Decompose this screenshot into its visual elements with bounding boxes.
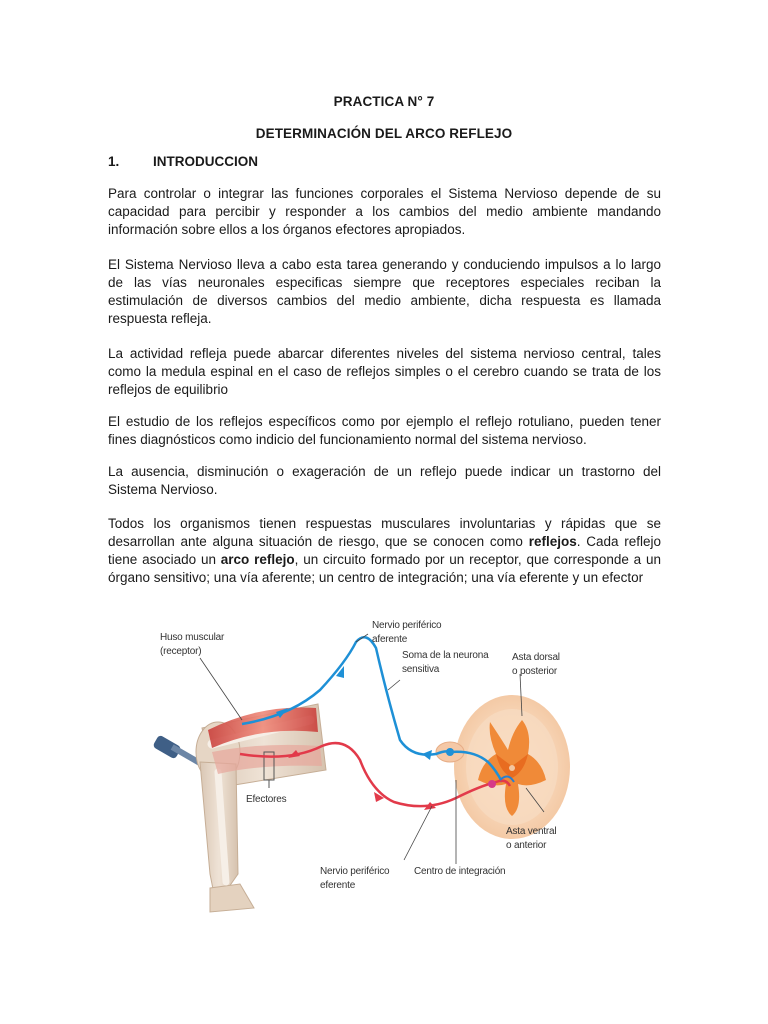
reflex-arc-illustration — [150, 612, 580, 922]
section-heading — [108, 154, 258, 169]
practice-title: PRACTICA N° 7 — [333, 94, 435, 109]
label-huso-muscular: Huso muscular — [160, 632, 225, 643]
label-asta-ventral-1: Asta ventral — [506, 826, 557, 837]
label-receptor: (receptor) — [160, 646, 202, 657]
label-efectores: Efectores — [246, 794, 287, 805]
section-number: 1. — [108, 154, 120, 169]
reflex-arc-figure — [150, 612, 580, 922]
label-asta-dorsal-2: o posterior — [512, 666, 558, 677]
label-nervio-eferente-1: Nervio periférico — [320, 866, 390, 877]
section-title: INTRODUCCION — [153, 154, 258, 169]
label-nervio-eferente-2: eferente — [320, 880, 356, 891]
label-asta-ventral-2: o anterior — [506, 840, 547, 851]
label-centro-integracion: Centro de integración — [414, 866, 506, 877]
paragraph-6-part1: Todos los organismos tienen respuestas musculares involuntarias y rápidas que se desarrollan ante alguna situación de riesgo, que se conocen como — [108, 516, 661, 549]
paragraph-5: La ausencia, disminución o exageración de un reflejo puede indicar un trastorno del Sistema Nervioso. — [108, 464, 661, 497]
label-soma-2: sensitiva — [402, 664, 440, 675]
practice-subtitle: DETERMINACIÓN DEL ARCO REFLEJO — [255, 126, 513, 141]
reflex-hammer — [152, 734, 201, 765]
label-nervio-aferente-1: Nervio periférico — [372, 620, 442, 631]
paragraph-4: El estudio de los reflejos específicos como por ejemplo el reflejo rotuliano, pueden tener fines diagnósticos como indicio del funcionamiento normal del sistema nervioso. — [108, 414, 661, 447]
term-reflejos: reflejos — [528, 534, 577, 549]
paragraph-3: La actividad refleja puede abarcar diferentes niveles del sistema nervioso central, tales como la medula espinal en el caso de reflejos simples o el cerebro cuando se trata de los reflejos de equilibrio — [108, 346, 661, 397]
label-asta-dorsal-1: Asta dorsal — [512, 652, 560, 663]
paragraph-6-part3: , un circuito formado por un receptor, que corresponde a un órgano sensitivo; una vía aferente; un centro de integración; una vía eferente y un efector — [108, 552, 662, 585]
term-arco-reflejo: arco reflejo — [220, 552, 295, 567]
label-soma-1: Soma de la neurona — [402, 650, 489, 661]
paragraph-6 — [108, 515, 661, 587]
paragraph-6-part2: . Cada reflejo tiene asociado un — [108, 534, 661, 567]
paragraph-2: El Sistema Nervioso lleva a cabo esta tarea generando y conduciendo impulsos a lo largo de las vías neuronales especificas siempre que receptores especiales reciban la estimulación de diversos cambios del medio ambiente, dicha respuesta es llamada respuesta refleja. — [108, 257, 661, 326]
paragraph-1: Para controlar o integrar las funciones corporales el Sistema Nervioso depende de su capacidad para percibir y responder a los cambios del medio ambiente mandando información sobre ellos a los órganos efectores apropiados. — [108, 186, 661, 237]
label-nervio-aferente-2: aferente — [372, 634, 408, 645]
